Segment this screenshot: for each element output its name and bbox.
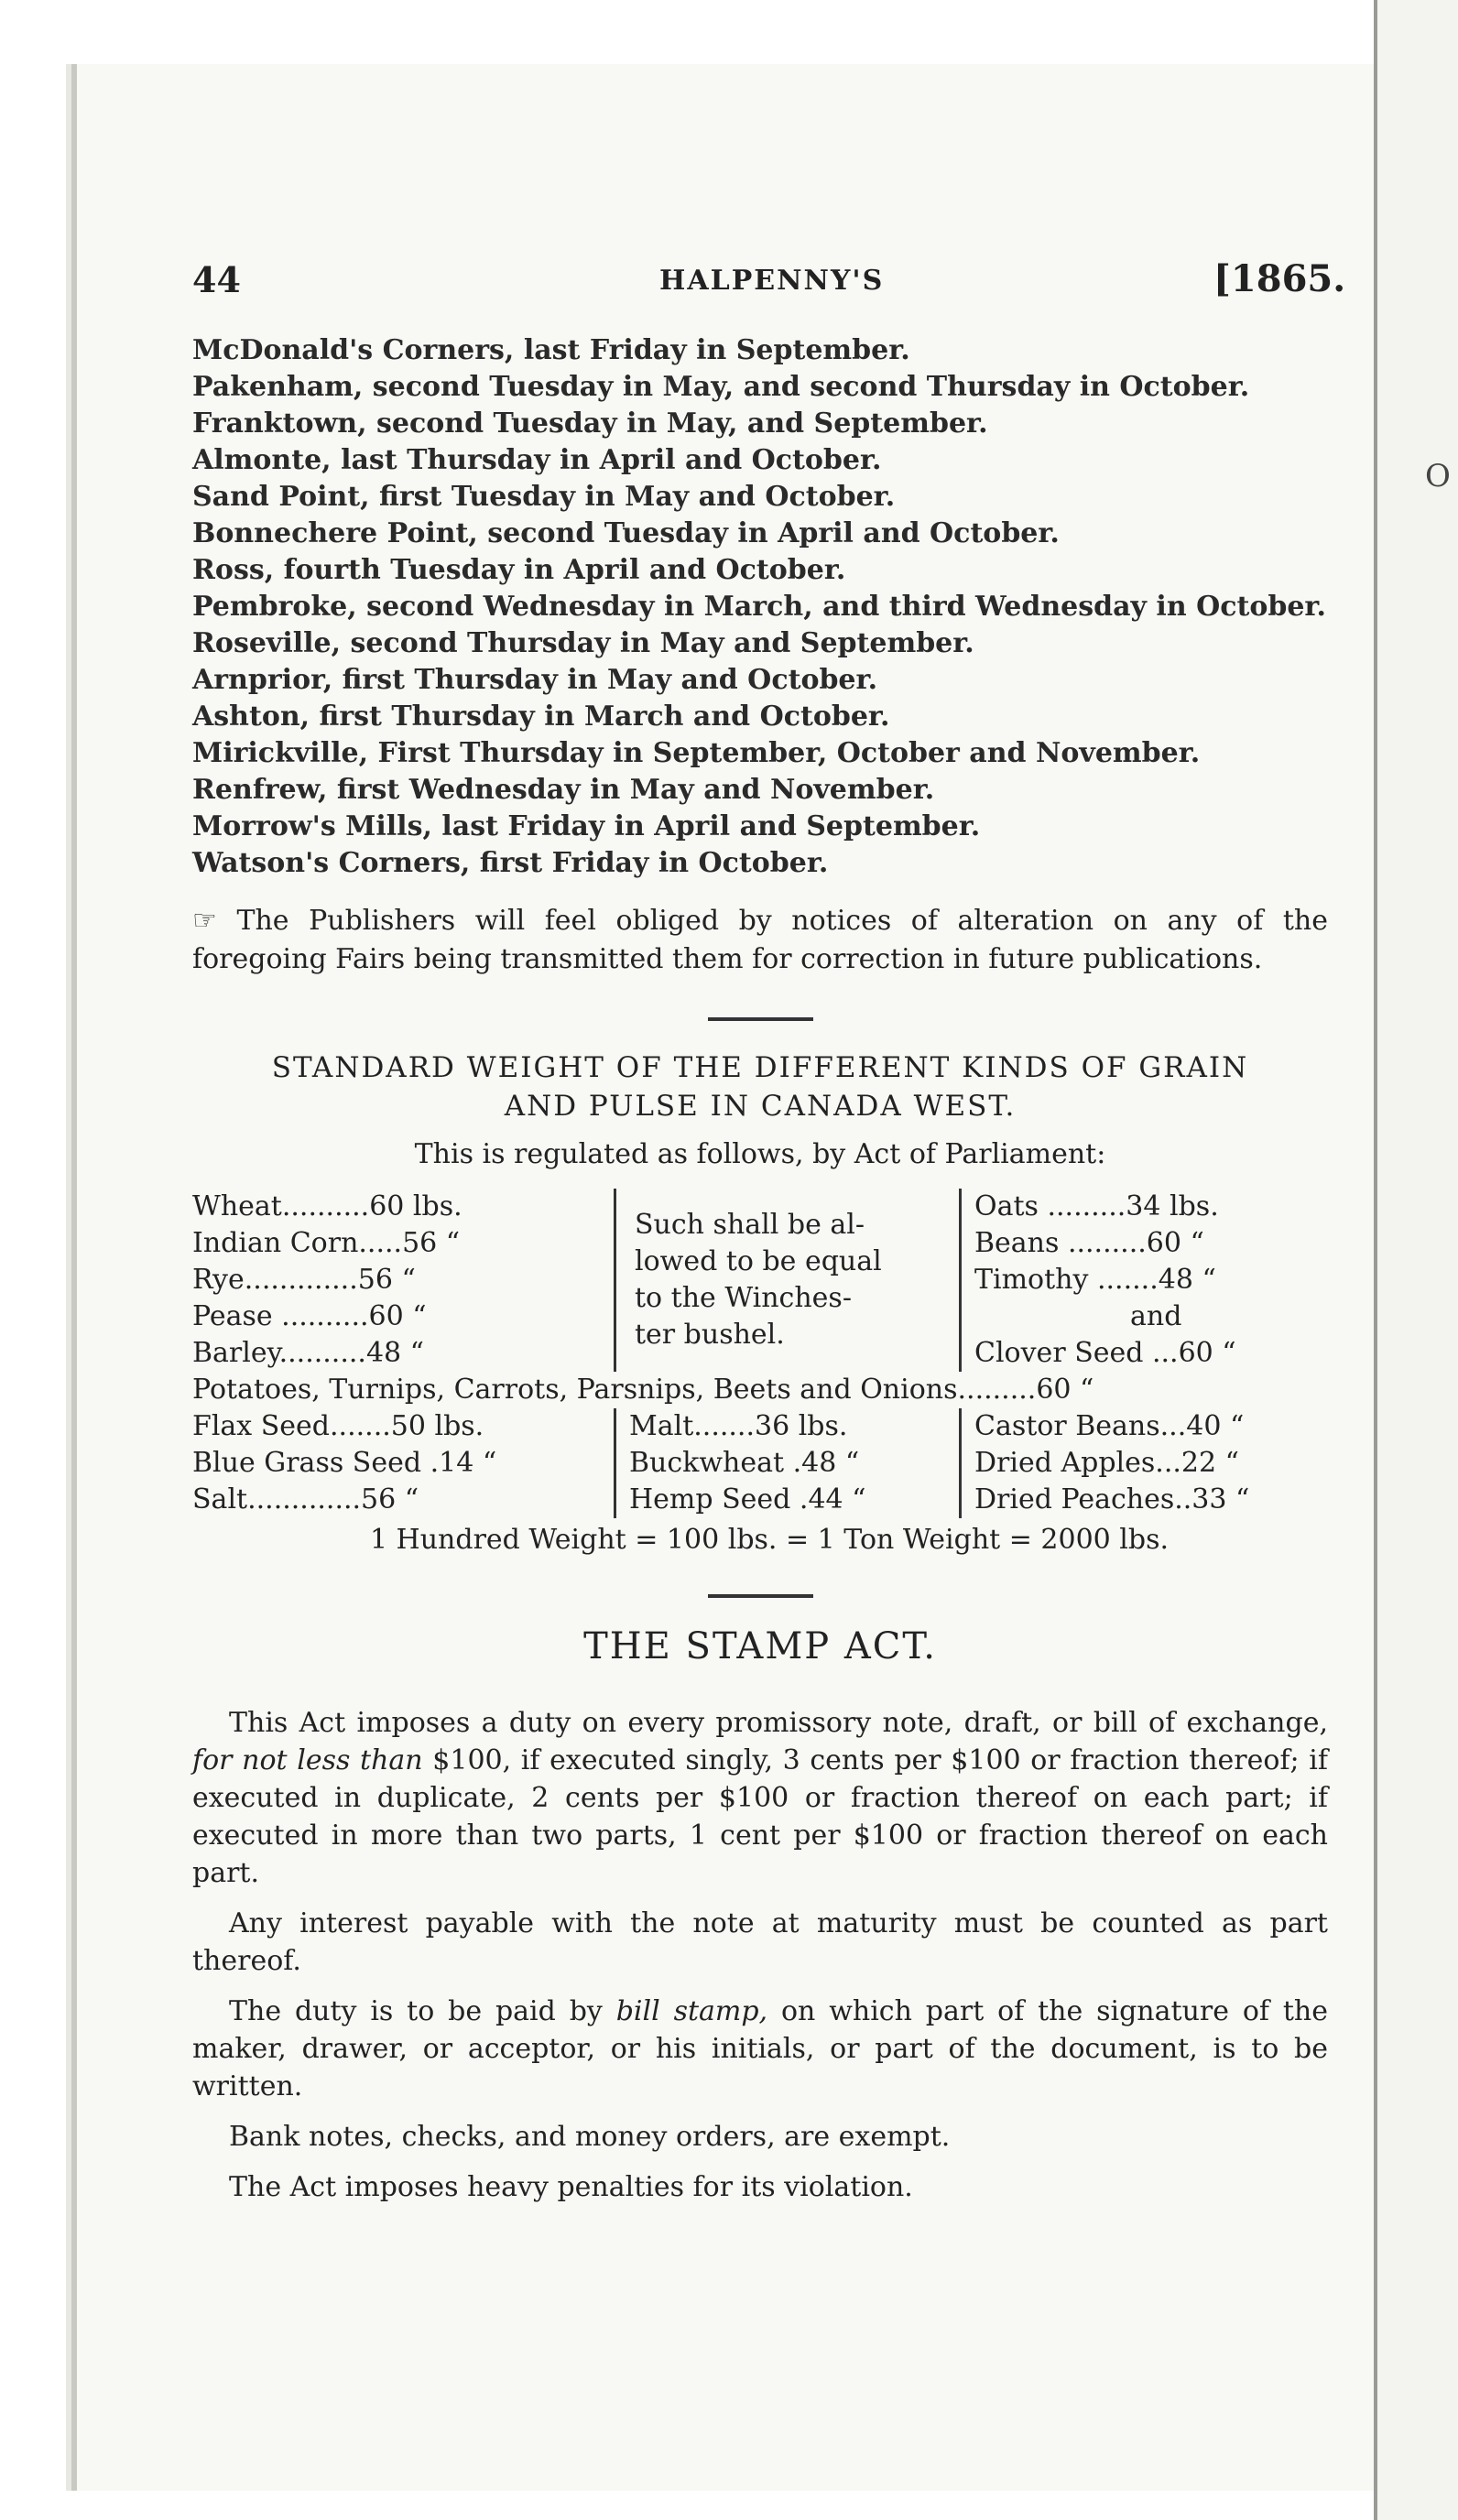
page-content [192,257,1346,2219]
weight-entry: and [1130,1300,1182,1332]
stamp-act-paragraph: Bank notes, checks, and money orders, are exempt. [229,2121,951,2153]
fair-entry: Franktown, second Tuesday in May, and September. [192,407,988,440]
ton-weight-line: 1 Hundred Weight = 100 lbs. = 1 Ton Weight = 2000 lbs. [369,1524,1170,1556]
weight-entry: Rye.............56 “ [192,1264,416,1296]
fairs-list [192,332,1328,882]
right-grain-group [961,1189,1250,1372]
bottom-left-group [192,1408,615,1518]
fair-entry: Roseville, second Thursday in May and September. [192,627,974,659]
adjacent-page-fragment: O [1425,458,1451,494]
page-number: 44 [192,259,241,300]
running-title: HALPENNY'S [659,265,885,297]
fair-entry: Morrow's Mills, last Friday in April and September. [192,810,981,842]
year-label: [1865. [1213,257,1346,300]
title-line-2: AND PULSE IN CANADA WEST. [504,1090,1017,1123]
weight-entry: Castor Beans...40 “ [974,1410,1245,1442]
pointing-hand-icon: ☞ [192,905,217,937]
bottom-middle-group [615,1408,961,1518]
fair-entry: Ross, fourth Tuesday in April and October. [192,554,846,586]
fair-entry: Pakenham, second Tuesday in May, and second Thursday in October. [192,371,1250,403]
publishers-notice [192,902,1328,979]
fair-entry: Almonte, last Thursday in April and October. [192,444,882,476]
stamp-act-paragraph: The duty is to be paid by bill stamp, on which part of the signature of the maker, drawer, or acceptor, or his initials, or part of the document, is to be written. [192,1995,1328,2102]
section-divider [708,1594,813,1598]
title-line-1: STANDARD WEIGHT OF THE DIFFERENT KINDS OF GRAIN [271,1051,1249,1084]
bushel-note [615,1189,961,1372]
weight-entry: Hemp Seed .44 “ [629,1483,866,1515]
note-line: to the Winches- [635,1282,852,1314]
regulated-note: This is regulated as follows, by Act of Parliament: [414,1138,1106,1170]
weight-entry: Clover Seed ...60 “ [974,1337,1236,1369]
weight-entry: Salt.............56 “ [192,1483,419,1515]
left-grain-group [192,1189,615,1372]
weight-entry: Dried Apples...22 “ [974,1447,1239,1479]
stamp-act-paragraph: This Act imposes a duty on every promissory note, draft, or bill of exchange, for not less than $100, if executed singly, 3 cents per $100 or fraction thereof; if executed in duplicate, 2 cents per $100 or fraction thereof on each part; if executed in more than two parts, 1 cent per $100 or fraction thereof on each part. [192,1707,1329,1889]
section-divider [708,1017,813,1021]
weight-entry: Blue Grass Seed .14 “ [192,1447,497,1479]
stamp-act-paragraph: The Act imposes heavy penalties for its violation. [229,2171,913,2203]
note-line: ter bushel. [635,1319,785,1351]
grain-weight-table [192,1189,1249,1518]
notice-text: The Publishers will feel obliged by notices of alteration on any of the foregoing Fairs being transmitted them for correction in future publications. [192,905,1328,975]
fair-entry: Sand Point, first Tuesday in May and October. [192,481,896,513]
fair-entry: Ashton, first Thursday in March and October. [192,701,890,733]
weight-entry: Dried Peaches..33 “ [974,1483,1250,1515]
weight-entry: Indian Corn.....56 “ [192,1227,461,1259]
weight-entry: Malt.......36 lbs. [629,1410,848,1442]
weight-entry: Flax Seed.......50 lbs. [192,1410,484,1442]
running-header [192,257,1346,314]
stamp-act-title: THE STAMP ACT. [583,1625,937,1667]
weight-entry: Buckwheat .48 “ [629,1447,860,1479]
stamp-act-paragraph: Any interest payable with the note at maturity must be counted as part thereof. [192,1907,1328,1977]
bottom-right-group [961,1408,1250,1518]
fair-entry: Arnprior, first Thursday in May and October. [192,664,878,696]
standard-weight-title [192,1048,1328,1125]
fair-entry: Renfrew, first Wednesday in May and November. [192,774,935,806]
weight-entry: Barley..........48 “ [192,1337,424,1369]
weight-entry: Pease ..........60 “ [192,1300,427,1332]
fair-entry: Pembroke, second Wednesday in March, and third Wednesday in October. [192,591,1326,623]
weight-entry: Oats .........34 lbs. [974,1190,1219,1222]
weight-entry: Wheat..........60 lbs. [192,1190,462,1222]
fair-entry: McDonald's Corners, last Friday in September. [192,334,910,366]
fair-entry: Bonnechere Point, second Tuesday in April and October. [192,517,1060,549]
weight-entry: Beans .........60 “ [974,1227,1204,1259]
adjacent-page-edge [1374,0,1458,2520]
note-line: lowed to be equal [635,1245,882,1277]
fair-entry: Watson's Corners, first Friday in October. [192,847,829,879]
weight-entry: Timothy .......48 “ [974,1264,1216,1296]
potatoes-line: Potatoes, Turnips, Carrots, Parsnips, Beets and Onions.........60 “ [192,1374,1094,1406]
fair-entry: Mirickville, First Thursday in September, October and November. [192,737,1201,769]
note-line: Such shall be al- [635,1209,865,1241]
